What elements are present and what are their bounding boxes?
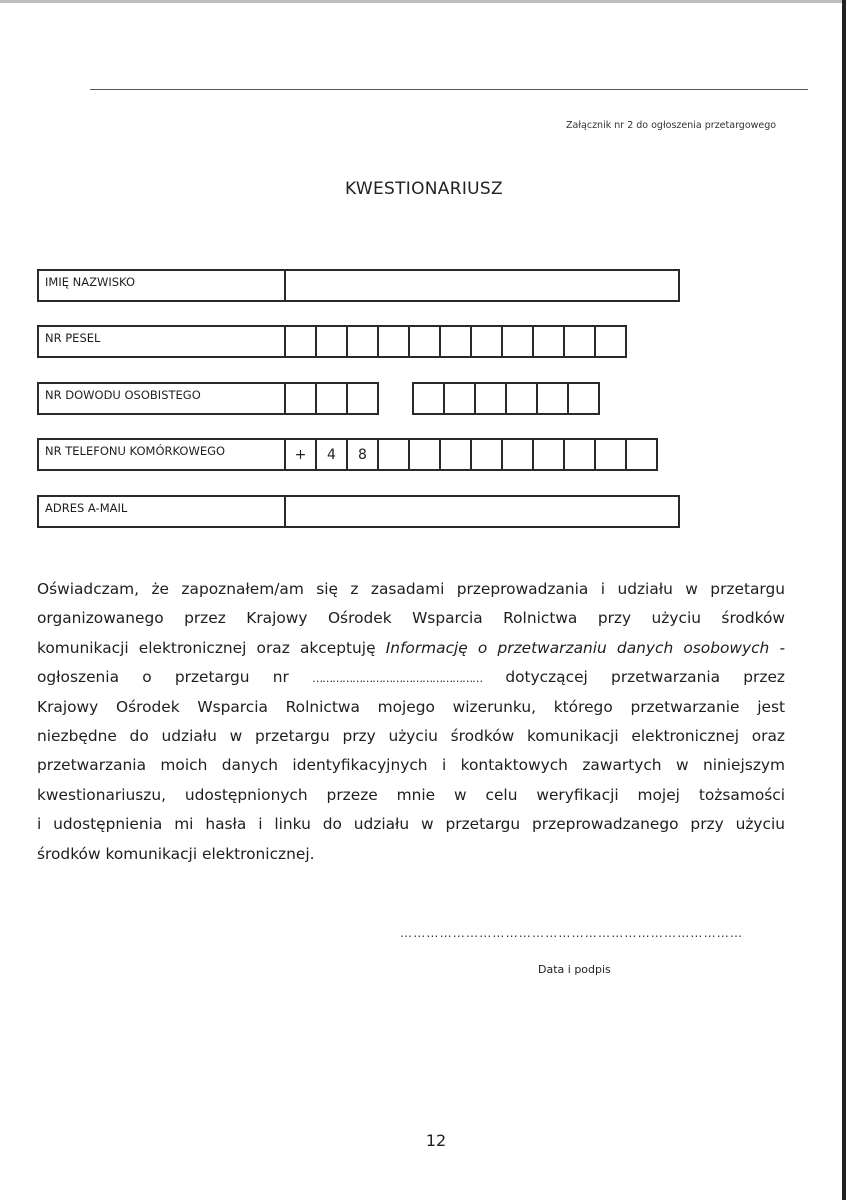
phone-cell[interactable]	[439, 438, 472, 471]
declaration-text: i udostępnienia mi hasła i linku do udziału w przetargu przeprowadzanego przy użyciu	[37, 815, 785, 834]
page-number: 12	[425, 1131, 447, 1150]
pesel-cell[interactable]	[532, 325, 565, 358]
email-row	[37, 495, 680, 528]
pesel-cell[interactable]	[284, 325, 317, 358]
declaration-text: dotyczącej przetwarzania przez	[482, 668, 785, 687]
declaration-text: organizowanego przez Krajowy Ośrodek Wsparcia Rolnictwa przy użyciu środków	[37, 609, 785, 628]
pesel-cell[interactable]	[439, 325, 472, 358]
document-title: KWESTIONARIUSZ	[345, 179, 503, 199]
id-series-cell[interactable]	[284, 382, 317, 415]
page-top-edge	[0, 0, 846, 3]
signature-label: Data i podpis	[538, 963, 611, 976]
declaration-line	[37, 634, 785, 663]
declaration-line	[37, 693, 785, 722]
phone-cell[interactable]: 8	[346, 438, 379, 471]
tender-number-blank[interactable]: ……………………………………………	[312, 672, 483, 686]
phone-cell[interactable]: 4	[315, 438, 348, 471]
annex-label: Załącznik nr 2 do ogłoszenia przetargowego	[566, 120, 777, 131]
id-number-cell[interactable]	[567, 382, 600, 415]
email-field[interactable]	[284, 495, 680, 528]
declaration-text: środków komunikacji elektronicznej.	[37, 844, 315, 863]
phone-label: NR TELEFONU KOMÓRKOWEGO	[37, 438, 284, 471]
id-series-cell[interactable]	[346, 382, 379, 415]
id-number-cell[interactable]	[412, 382, 445, 415]
name-label: IMIĘ NAZWISKO	[37, 269, 284, 302]
name-row	[37, 269, 680, 302]
pesel-cell[interactable]	[501, 325, 534, 358]
id-card-label: NR DOWODU OSOBISTEGO	[37, 382, 284, 415]
declaration-paragraph	[37, 575, 785, 869]
declaration-line	[37, 604, 785, 633]
id-number-cell[interactable]	[536, 382, 569, 415]
pesel-cell[interactable]	[408, 325, 441, 358]
signature-line[interactable]: ……………………………………………………………………	[400, 926, 744, 940]
declaration-line	[37, 751, 785, 780]
pesel-cell[interactable]	[563, 325, 596, 358]
phone-cell[interactable]	[377, 438, 410, 471]
pesel-cell[interactable]	[470, 325, 503, 358]
pesel-label: NR PESEL	[37, 325, 284, 358]
declaration-line	[37, 840, 785, 869]
declaration-italic-reference: Informację o przetwarzaniu danych osobowych -	[385, 638, 785, 657]
phone-cell[interactable]	[501, 438, 534, 471]
phone-cell[interactable]	[532, 438, 565, 471]
declaration-line	[37, 575, 785, 604]
declaration-text: niezbędne do udziału w przetargu przy użyciu środków komunikacji elektronicznej oraz	[37, 726, 785, 745]
id-series-cell[interactable]	[315, 382, 348, 415]
id-number-cell[interactable]	[443, 382, 476, 415]
phone-cell[interactable]	[625, 438, 658, 471]
pesel-cell[interactable]	[315, 325, 348, 358]
declaration-text: ogłoszenia o przetargu nr	[37, 668, 313, 687]
declaration-line	[37, 810, 785, 839]
declaration-text: Oświadczam, że zapoznałem/am się z zasadami przeprowadzania i udziału w przetargu	[37, 580, 785, 598]
pesel-cell[interactable]	[346, 325, 379, 358]
phone-cell[interactable]	[470, 438, 503, 471]
header-rule	[90, 89, 808, 90]
id-number-cell[interactable]	[474, 382, 507, 415]
email-label: ADRES A-MAIL	[37, 495, 284, 528]
declaration-line	[37, 781, 785, 810]
id-card-row	[37, 382, 600, 415]
declaration-line	[37, 722, 785, 751]
phone-cell[interactable]	[594, 438, 627, 471]
declaration-text: przetwarzania moich danych identyfikacyjnych i kontaktowych zawartych w niniejszym	[37, 756, 785, 775]
id-gap	[379, 382, 412, 415]
phone-row	[37, 438, 658, 471]
id-number-cell[interactable]	[505, 382, 538, 415]
phone-cell[interactable]: +	[284, 438, 317, 471]
declaration-line	[37, 663, 785, 692]
phone-cell[interactable]	[563, 438, 596, 471]
pesel-cell[interactable]	[377, 325, 410, 358]
phone-cell[interactable]	[408, 438, 441, 471]
declaration-text: komunikacji elektronicznej oraz akceptuję	[37, 638, 386, 657]
pesel-cell[interactable]	[594, 325, 627, 358]
pesel-row	[37, 325, 627, 358]
declaration-text: kwestionariuszu, udostępnionych przeze mnie w celu weryfikacji mojej tożsamości	[37, 785, 785, 804]
name-field[interactable]	[284, 269, 680, 302]
declaration-text: Krajowy Ośrodek Wsparcia Rolnictwa mojego wizerunku, którego przetwarzanie jest	[37, 697, 785, 716]
